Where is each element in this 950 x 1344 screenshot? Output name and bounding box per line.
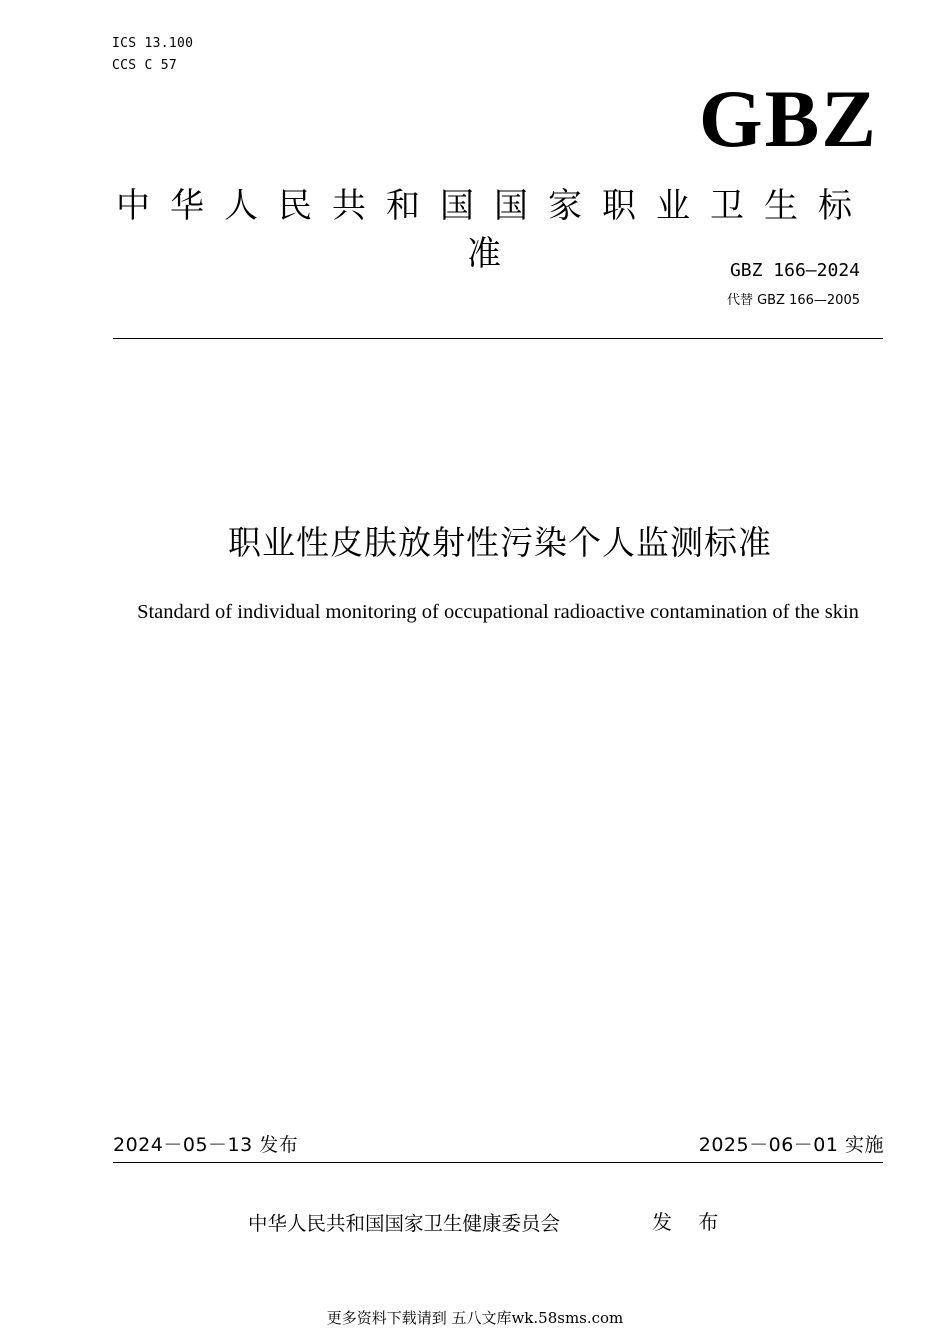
standard-replaces: 代替 GBZ 166—2005 xyxy=(726,293,860,308)
footer-download-note: 更多资料下载请到 五八文库wk.58sms.com xyxy=(326,1309,624,1327)
document-title-cn: 职业性皮肤放射性污染个人监测标准 xyxy=(228,523,772,562)
top-divider xyxy=(113,338,883,339)
release-date: 2024－05－13 发布 xyxy=(113,1134,299,1156)
bottom-divider xyxy=(113,1162,883,1163)
standard-class-heading: 中华人民共和国国家职业卫生标准 xyxy=(116,186,872,274)
gbz-logo: GBZ xyxy=(698,73,878,164)
issue-label: 发 布 xyxy=(652,1210,729,1234)
ics-code: ICS 13.100 xyxy=(112,36,194,51)
document-title-en: Standard of individual monitoring of occupational radioactive contamination of the skin xyxy=(137,601,859,623)
effective-date: 2025－06－01 实施 xyxy=(698,1134,884,1156)
issuing-authority: 中华人民共和国国家卫生健康委员会 xyxy=(248,1212,561,1235)
ccs-code: CCS C 57 xyxy=(112,58,178,73)
standard-number: GBZ 166—2024 xyxy=(729,260,860,281)
